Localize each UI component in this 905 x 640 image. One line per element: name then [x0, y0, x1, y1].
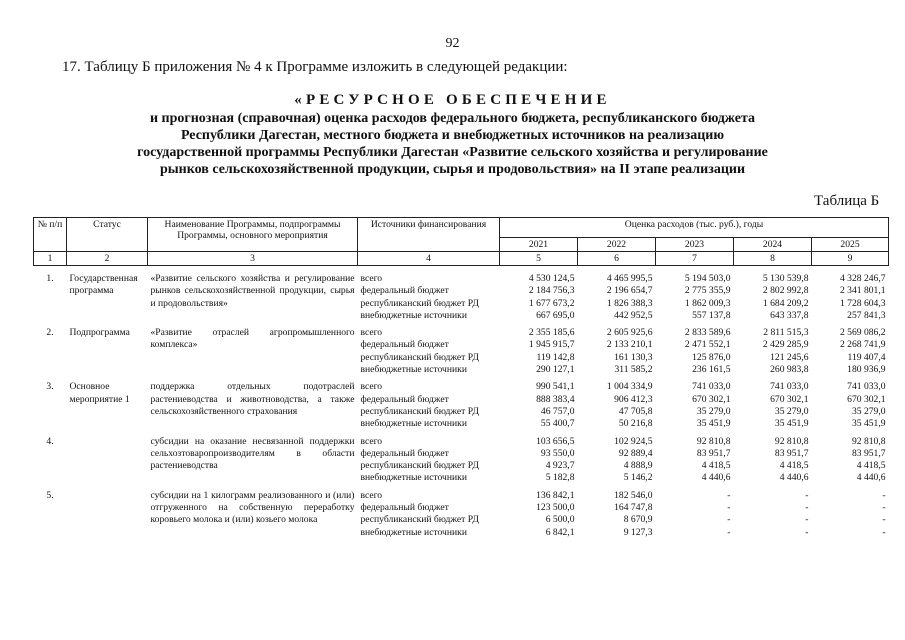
funding-source: внебюджетные источники [360, 526, 467, 538]
funding-value: 290 127,1 [536, 364, 575, 376]
row-name: субсидии на оказание несвязанной поддержки сельхозтоваропроизводителям в области растениеводства [150, 435, 355, 472]
funding-value: - [805, 514, 809, 526]
funding-value: 92 889,4 [618, 447, 653, 459]
funding-value: 670 302,1 [847, 393, 886, 405]
row-status: Государственная программа [69, 273, 138, 297]
table-row [34, 436, 889, 448]
funding-value: 83 951,7 [851, 447, 886, 459]
funding-value: 257 841,3 [847, 309, 886, 321]
funding-value: 180 936,9 [847, 364, 886, 376]
funding-value: 2 811 515,3 [763, 327, 809, 339]
funding-value: 5 146,2 [623, 472, 653, 484]
funding-value: 906 412,3 [614, 393, 653, 405]
funding-source: всего [360, 273, 383, 284]
column-number: 9 [812, 252, 889, 266]
funding-value: 670 302,1 [692, 393, 731, 405]
funding-value: 1 684 209,2 [762, 297, 809, 309]
funding-value: - [882, 502, 886, 514]
funding-value: 83 951,7 [774, 447, 809, 459]
row-status: Основное мероприятие 1 [69, 381, 130, 405]
funding-value: 182 546,0 [614, 489, 653, 501]
funding-source: федеральный бюджет [360, 393, 449, 405]
funding-value: 4 328 246,7 [839, 273, 886, 284]
row-status: Подпрограмма [69, 327, 130, 339]
funding-value: 2 133 210,1 [606, 339, 653, 351]
column-number: 4 [358, 252, 500, 266]
funding-source: внебюджетные источники [360, 418, 467, 430]
funding-value: 5 130 539,8 [762, 273, 809, 284]
funding-value: 35 451,9 [851, 418, 886, 430]
column-number: 3 [148, 252, 358, 266]
funding-value: 55 400,7 [540, 418, 575, 430]
funding-value: - [727, 489, 731, 501]
funding-value: 35 451,9 [696, 418, 731, 430]
funding-source: республиканский бюджет РД [360, 297, 479, 309]
column-number: 1 [34, 252, 67, 266]
funding-value: 103 656,5 [536, 435, 575, 447]
funding-value: 1 677 673,2 [528, 297, 575, 309]
header-year: 2024 [734, 238, 812, 252]
funding-value: - [805, 489, 809, 501]
intro-text: 17. Таблицу Б приложения № 4 к Программе изложить в следующей редакции: [62, 59, 568, 75]
funding-value: 35 279,0 [851, 405, 886, 417]
document-subtitle-line: и прогнозная (справочная) оценка расходов федерального бюджета, республиканского бюджета [149, 111, 756, 126]
funding-value: 164 747,8 [614, 502, 653, 514]
funding-source: республиканский бюджет РД [360, 460, 479, 472]
funding-source: федеральный бюджет [360, 502, 449, 514]
funding-value: 260 983,8 [770, 364, 809, 376]
funding-value: 741 033,0 [770, 381, 809, 393]
funding-value: 83 951,7 [696, 447, 731, 459]
funding-value: - [727, 514, 731, 526]
funding-value: 311 585,2 [614, 364, 653, 376]
header-year: 2021 [500, 238, 578, 252]
funding-value: 4 418,5 [701, 460, 731, 472]
funding-source: внебюджетные источники [360, 472, 467, 484]
funding-value: 35 279,0 [696, 405, 731, 417]
funding-value: 121 245,6 [770, 351, 809, 363]
row-number: 1. [46, 273, 54, 284]
funding-source: всего [360, 435, 383, 447]
column-number: 8 [734, 252, 812, 266]
funding-value: - [727, 502, 731, 514]
funding-value: 236 161,5 [692, 364, 731, 376]
header-num: № п/п [34, 218, 67, 252]
table-row [34, 490, 889, 502]
funding-value: 1 862 009,3 [684, 297, 731, 309]
funding-value: 136 842,1 [536, 489, 575, 501]
column-number: 6 [578, 252, 656, 266]
column-number: 7 [656, 252, 734, 266]
document-subtitle-line: государственной программы Республики Дагестан «Развитие сельского хозяйства и регулирование [137, 145, 768, 160]
funding-value: 47 705,8 [618, 405, 653, 417]
row-name: «Развитие сельского хозяйства и регулирование рынков сельскохозяйственной продукции, сырья и продовольствия» [150, 273, 355, 309]
funding-source: республиканский бюджет РД [360, 514, 479, 526]
funding-value: 125 876,0 [692, 351, 731, 363]
funding-value: 990 541,1 [536, 381, 575, 393]
funding-value: 643 337,8 [770, 309, 809, 321]
funding-value: 2 196 654,7 [606, 285, 653, 297]
funding-value: 4 418,5 [856, 460, 886, 472]
funding-value: 35 451,9 [774, 418, 809, 430]
funding-value: 92 810,8 [696, 435, 731, 447]
funding-source: всего [360, 381, 383, 393]
funding-value: 9 127,3 [623, 526, 653, 538]
document-subtitle-line: Республики Дагестан, местного бюджета и внебюджетных источников на реализацию [180, 128, 725, 143]
header-name: Наименование Программы, подпрограммы Программы, основного мероприятия [148, 218, 358, 252]
funding-value: 92 810,8 [851, 435, 886, 447]
funding-value: 50 216,8 [618, 418, 653, 430]
funding-value: 123 500,0 [536, 502, 575, 514]
row-number: 4. [46, 435, 54, 447]
row-number: 5. [46, 489, 54, 501]
funding-source: внебюджетные источники [360, 309, 467, 321]
funding-value: 4 440,6 [856, 472, 886, 484]
header-year: 2022 [578, 238, 656, 252]
funding-source: внебюджетные источники [360, 364, 467, 376]
header-year: 2023 [656, 238, 734, 252]
funding-value: - [882, 489, 886, 501]
table-row [34, 273, 889, 285]
funding-value: 8 670,9 [623, 514, 653, 526]
funding-value: 667 695,0 [536, 309, 575, 321]
funding-source: республиканский бюджет РД [360, 405, 479, 417]
header-sources: Источники финансирования [358, 218, 500, 252]
column-number: 5 [500, 252, 578, 266]
funding-value: 93 550,0 [540, 447, 575, 459]
funding-value: 2 833 589,6 [684, 327, 731, 339]
funding-source: федеральный бюджет [360, 285, 449, 297]
funding-value: - [805, 526, 809, 538]
funding-value: 670 302,1 [770, 393, 809, 405]
funding-value: - [882, 514, 886, 526]
funding-value: 741 033,0 [847, 381, 886, 393]
budget-table [33, 217, 889, 539]
funding-value: 2 605 925,6 [606, 327, 653, 339]
table-body [34, 266, 889, 539]
column-number: 2 [67, 252, 148, 266]
header-status: Статус [67, 218, 148, 252]
header-year: 2025 [812, 238, 889, 252]
funding-value: 557 137,8 [692, 309, 731, 321]
funding-value: 6 500,0 [545, 514, 575, 526]
funding-source: федеральный бюджет [360, 339, 449, 351]
funding-value: 4 923,7 [545, 460, 575, 472]
funding-value: 2 341 801,1 [839, 285, 886, 297]
funding-value: 35 279,0 [774, 405, 809, 417]
row-status [67, 436, 148, 485]
row-name: «Развитие отраслей агропромышленного комплекса» [150, 327, 355, 351]
funding-value: 5 182,8 [545, 472, 575, 484]
funding-value: 2 184 756,3 [528, 285, 575, 297]
document-subtitle-line: рынков сельскохозяйственной продукции, сырья и продовольствия» на II этапе реализации [159, 162, 746, 177]
funding-value: 2 429 285,9 [762, 339, 809, 351]
row-number: 2. [46, 327, 54, 339]
funding-value: 2 268 741,9 [839, 339, 886, 351]
funding-value: 92 810,8 [774, 435, 809, 447]
document-title: «РЕСУРСНОЕ ОБЕСПЕЧЕНИЕ [294, 92, 611, 108]
funding-value: 4 530 124,5 [528, 273, 575, 284]
funding-value: 4 440,6 [779, 472, 809, 484]
funding-value: 161 130,3 [614, 351, 653, 363]
funding-value: - [727, 526, 731, 538]
funding-value: 6 842,1 [545, 526, 575, 538]
table-label: Таблица Б [814, 193, 880, 209]
row-number: 3. [46, 381, 54, 393]
funding-value: 888 383,4 [536, 393, 575, 405]
funding-source: республиканский бюджет РД [360, 351, 479, 363]
funding-value: 2 471 552,1 [684, 339, 731, 351]
funding-value: - [882, 526, 886, 538]
funding-value: 1 004 334,9 [606, 381, 653, 393]
row-status [67, 490, 148, 539]
funding-value: 2 775 355,9 [684, 285, 731, 297]
column-number-row [34, 252, 889, 266]
funding-value: 4 465 995,5 [606, 273, 653, 284]
funding-value: 2 569 086,2 [839, 327, 886, 339]
row-name: поддержка отдельных подотраслей растениеводства и животноводства, а также сельскохозяйственного страхования [150, 381, 355, 417]
funding-value: 2 802 992,8 [762, 285, 809, 297]
funding-value: 4 888,9 [623, 460, 653, 472]
funding-value: 46 757,0 [540, 405, 575, 417]
page-number: 92 [445, 36, 460, 51]
funding-value: 119 142,8 [536, 351, 575, 363]
funding-source: всего [360, 489, 383, 501]
funding-value: 741 033,0 [692, 381, 731, 393]
funding-source: федеральный бюджет [360, 447, 449, 459]
funding-value: 1 826 388,3 [606, 297, 653, 309]
header-estimate: Оценка расходов (тыс. руб.), годы [500, 218, 889, 238]
funding-source: всего [360, 327, 383, 339]
table-row [34, 381, 889, 393]
header-row [34, 218, 889, 238]
row-name: субсидии на 1 килограмм реализованного и (или) отгруженного на собственную переработку коровьего молока и (или) козьего молока [150, 489, 355, 526]
funding-value: 4 418,5 [779, 460, 809, 472]
funding-value: 102 924,5 [614, 435, 653, 447]
funding-value: 5 194 503,0 [684, 273, 731, 284]
funding-value: 442 952,5 [614, 309, 653, 321]
funding-value: 2 355 185,6 [528, 327, 575, 339]
funding-value: 1 728 604,3 [839, 297, 886, 309]
funding-value: 1 945 915,7 [528, 339, 575, 351]
funding-value: 4 440,6 [701, 472, 731, 484]
table-row [34, 327, 889, 339]
funding-value: - [805, 502, 809, 514]
funding-value: 119 407,4 [847, 351, 886, 363]
